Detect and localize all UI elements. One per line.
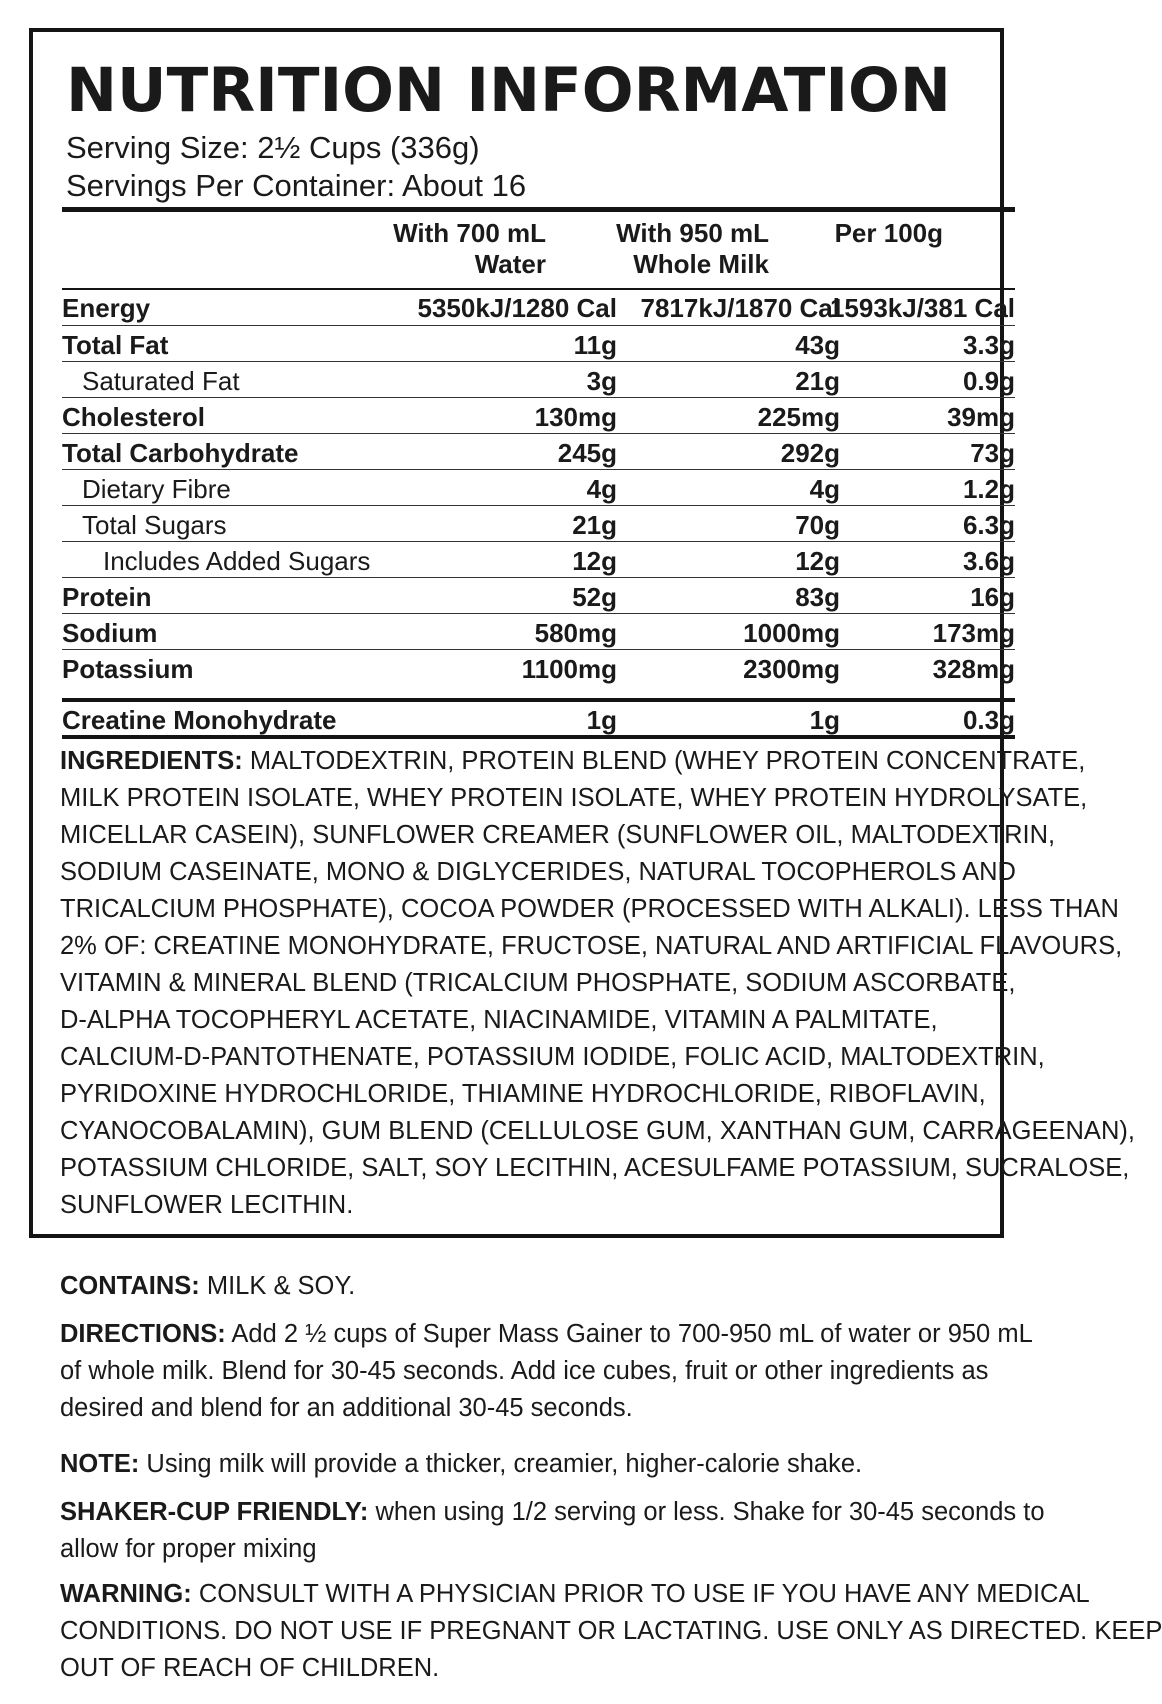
- value-milk: 83g: [795, 582, 840, 612]
- value-water: 52g: [572, 582, 617, 612]
- value-per100g: 3.6g: [962, 546, 1015, 576]
- creatine-divider-bottom: [62, 735, 1015, 739]
- value-milk: 292g: [780, 438, 840, 468]
- nutrient-row-sodium: [62, 613, 1015, 650]
- nutrient-name: Total Fat: [62, 330, 169, 360]
- value-water: 5350kJ/1280 Cal: [417, 293, 617, 323]
- nutrient-name: Energy: [62, 293, 151, 323]
- nutrient-name: Protein: [62, 582, 152, 612]
- value-water: 3g: [586, 366, 617, 396]
- nutrient-row-total-sugars: [62, 505, 1015, 542]
- nutrient-row-creatine: [62, 701, 1015, 737]
- value-milk: 43g: [795, 330, 840, 360]
- directions-label: DIRECTIONS:: [60, 1320, 226, 1348]
- serving-size: Serving Size: 2½ Cups (336g): [66, 130, 480, 165]
- value-water: 11g: [573, 330, 617, 360]
- value-per100g: 1593kJ/381 Cal: [829, 293, 1015, 323]
- value-per100g: 39mg: [947, 402, 1015, 432]
- nutrient-row-protein: [62, 577, 1015, 614]
- value-milk: 4g: [809, 474, 840, 504]
- value-per100g: 6.3g: [962, 510, 1015, 540]
- value-water: 130mg: [534, 402, 617, 432]
- value-water: 245g: [557, 438, 617, 468]
- ingredients-text: INGREDIENTS: MALTODEXTRIN, PROTEIN BLEND (WHEY PROTEIN CONCENTRATE, MILK PROTEIN ISOLATE, WHEY PROTEIN ISOLATE, WHEY PROTEIN HYDROLYSATE, MICELLAR CASEIN), SUNFLOWER CREAMER (SUNFLOWER OIL, MALTODEXTRIN, SODIUM CASEINATE, MONO & DIGLYCERIDES, NATURAL TOCOPHEROLS AND TRICALCIUM PHOSPHATE), COCOA POWDER (PROCESSED WITH ALKALI). LESS THAN 2% OF: CREATINE MONOHYDRATE, FRUCTOSE, NATURAL AND ARTIFICIAL FLAVOURS, VITAMIN & MINERAL BLEND (TRICALCIUM PHOSPHATE, SODIUM ASCORBATE, D-ALPHA TOCOPHERYL ACETATE, NIACINAMIDE, VITAMIN A PALMITATE, CALCIUM-D-PANTOTHENATE, POTASSIUM IODIDE, FOLIC ACID, MALTODEXTRIN, PYRIDOXINE HYDROCHLORIDE, THIAMINE HYDROCHLORIDE, RIBOFLAVIN, CYANOCOBALAMIN), GUM BLEND (CELLULOSE GUM, XANTHAN GUM, CARRAGEENAN), POTASSIUM CHLORIDE, SALT, SOY LECITHIN, ACESULFAME POTASSIUM, SUCRALOSE, SUNFLOWER LECITHIN.: [60, 747, 1135, 1219]
- warning-text: WARNING: CONSULT WITH A PHYSICIAN PRIOR TO USE IF YOU HAVE ANY MEDICAL CONDITIONS. DO NOT USE IF PREGNANT OR LACTATING. USE ONLY AS DIRECTED. KEEP OUT OF REACH OF CHILDREN.: [60, 1580, 1162, 1682]
- value-water: 12g: [572, 546, 617, 576]
- value-per100g: 16g: [970, 582, 1015, 612]
- value-milk: 225mg: [757, 402, 840, 432]
- column-header-per100g: Per 100g: [834, 218, 943, 248]
- value-water: 580mg: [534, 618, 617, 648]
- nutrient-name: Total Sugars: [82, 510, 227, 540]
- value-per100g: 0.3g: [962, 705, 1015, 735]
- nutrient-name: Creatine Monohydrate: [62, 705, 337, 735]
- note-text: NOTE: Using milk will provide a thicker, creamier, higher-calorie shake.: [60, 1450, 863, 1478]
- value-milk: 12g: [795, 546, 840, 576]
- shaker-cup-label: SHAKER-CUP FRIENDLY:: [60, 1498, 369, 1526]
- value-per100g: 73g: [970, 438, 1015, 468]
- value-milk: 2300mg: [743, 654, 840, 684]
- value-water: 1100mg: [521, 654, 617, 684]
- panel-title: NUTRITION INFORMATION: [66, 55, 951, 126]
- value-water: 4g: [586, 474, 617, 504]
- nutrient-name: Total Carbohydrate: [62, 438, 299, 468]
- ingredients-label: INGREDIENTS:: [60, 747, 243, 775]
- value-milk: 1000mg: [743, 618, 840, 648]
- value-water: 21g: [572, 510, 617, 540]
- value-per100g: 0.9g: [962, 366, 1015, 396]
- value-milk: 1g: [809, 705, 840, 735]
- column-header-water: With 700 mL Water: [393, 218, 546, 279]
- nutrient-row-total-fat: [62, 325, 1015, 362]
- nutrient-row-potassium: [62, 649, 1015, 686]
- header-divider: [62, 207, 1015, 212]
- value-per100g: 328mg: [932, 654, 1015, 684]
- servings-per-container: Servings Per Container: About 16: [66, 168, 527, 203]
- nutrient-name: Cholesterol: [62, 402, 206, 432]
- nutrient-row-saturated-fat: [62, 361, 1015, 398]
- nutrient-row-energy: [62, 289, 1015, 326]
- nutrient-row-dietary-fibre: [62, 469, 1015, 506]
- contains-text: CONTAINS: MILK & SOY.: [60, 1272, 356, 1300]
- nutrient-name: Saturated Fat: [82, 366, 240, 396]
- nutrient-row-cholesterol: [62, 397, 1015, 434]
- shaker-cup-text: SHAKER-CUP FRIENDLY: when using 1/2 serving or less. Shake for 30-45 seconds to allow for proper mixing: [60, 1498, 1045, 1563]
- value-per100g: 3.3g: [962, 330, 1015, 360]
- nutrient-name: Dietary Fibre: [82, 474, 231, 504]
- nutrient-name: Includes Added Sugars: [103, 546, 371, 576]
- value-milk: 7817kJ/1870 Cal: [640, 293, 840, 323]
- nutrient-name: Potassium: [62, 654, 194, 684]
- column-header-milk: With 950 mL Whole Milk: [616, 218, 769, 279]
- directions-text: DIRECTIONS: Add 2 ½ cups of Super Mass Gainer to 700-950 mL of water or 950 mL of whole milk. Blend for 30-45 seconds. Add ice cubes, fruit or other ingredients as desired and blend for an additional 30-45 seconds.: [60, 1320, 1033, 1422]
- value-milk: 21g: [795, 366, 840, 396]
- nutrient-row-total-carbohydrate: [62, 433, 1015, 470]
- value-per100g: 173mg: [932, 618, 1015, 648]
- value-milk: 70g: [795, 510, 840, 540]
- warning-label: WARNING:: [60, 1580, 192, 1608]
- note-label: NOTE:: [60, 1450, 140, 1478]
- nutrient-row-added-sugars: [62, 541, 1015, 578]
- value-water: 1g: [586, 705, 617, 735]
- contains-label: CONTAINS:: [60, 1272, 200, 1300]
- value-per100g: 1.2g: [962, 474, 1015, 504]
- nutrient-name: Sodium: [62, 618, 158, 648]
